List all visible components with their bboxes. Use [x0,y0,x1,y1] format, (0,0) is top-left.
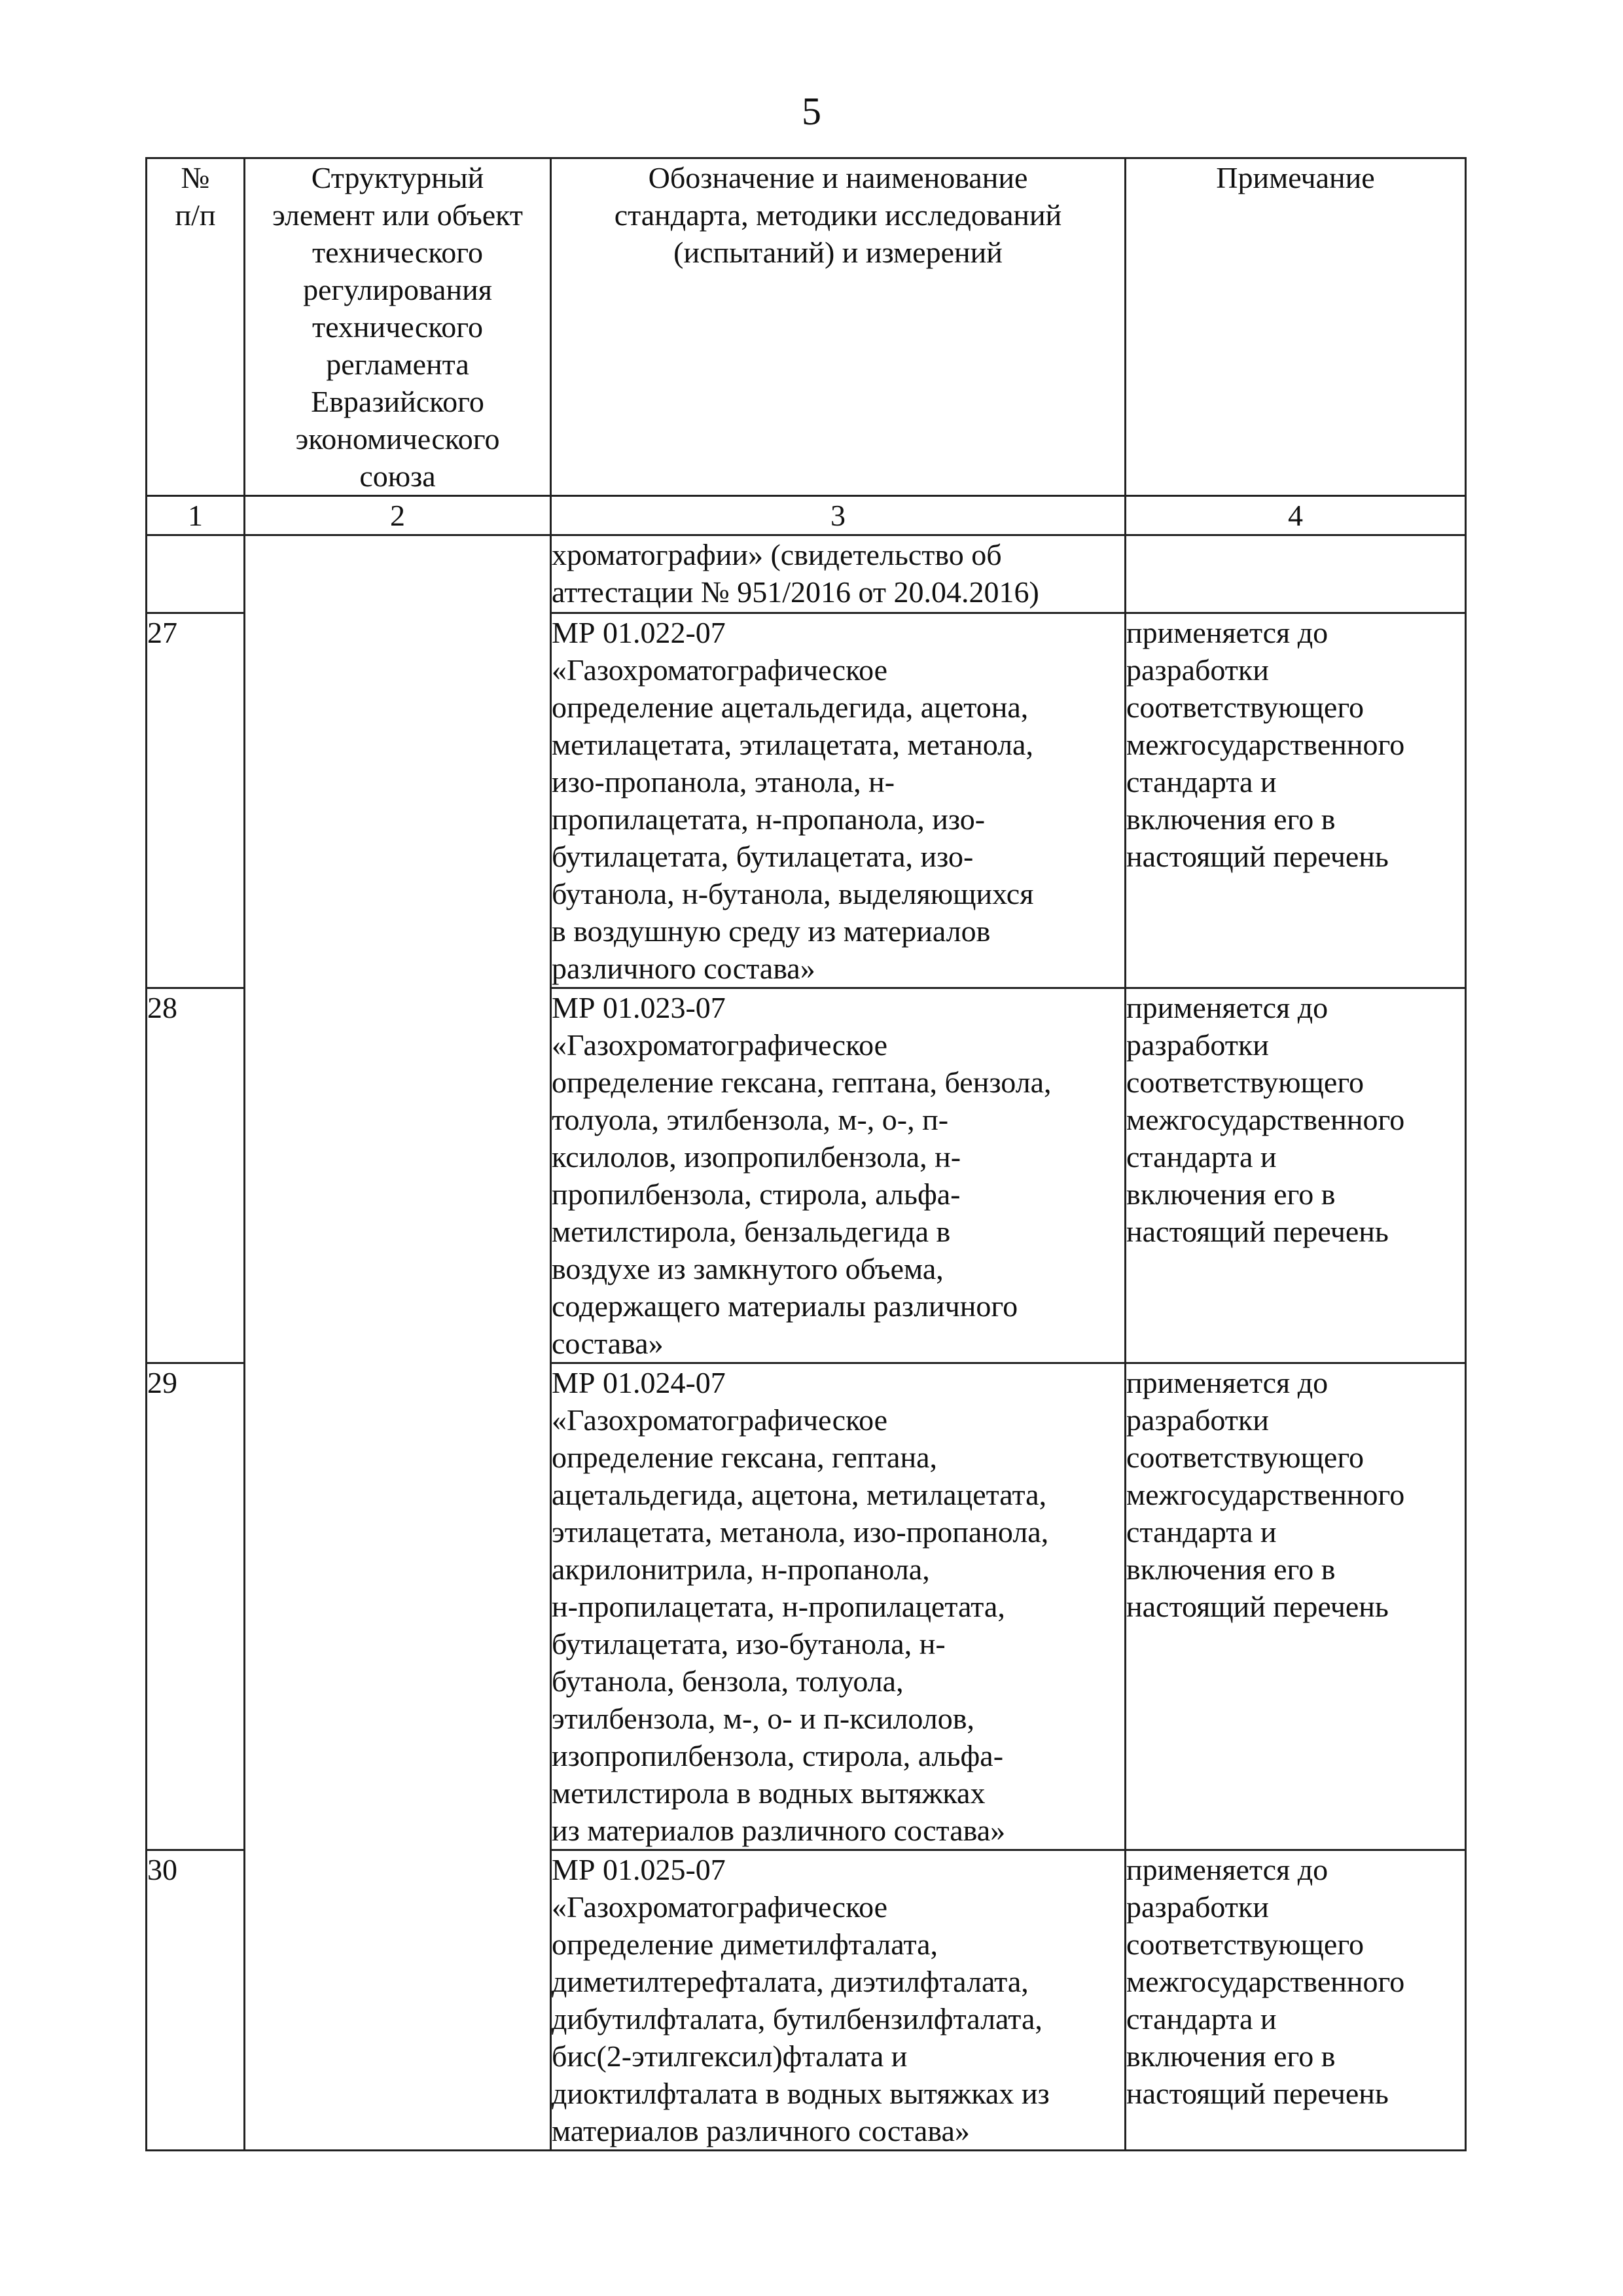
header-standard: Обозначение и наименование стандарта, методики исследований (испытаний) и измерений [551,158,1126,496]
column-number-2: 2 [245,496,551,535]
note-cell [1126,535,1466,613]
standard-cell: МР 01.023-07 «Газохроматографическое определение гексана, гептана, бензола, толуола, этилбензола, м-, о-, п- ксилолов, изопропилбензола, н- пропилбензола, стирола, альфа- метилстирола, бензальдегида в воздухе из замкнутого объема, содержащего материалы различного состава» [551,988,1126,1363]
note-cell: применяется до разработки соответствующего межгосударственного стандарта и включения его в настоящий перечень [1126,988,1466,1363]
row-number: 27 [147,613,245,988]
standards-table [145,157,1467,2151]
header-number: № п/п [147,158,245,496]
standard-cell: хроматографии» (свидетельство об аттестации № 951/2016 от 20.04.2016) [551,535,1126,613]
header-structural-element: Структурный элемент или объект технического регулирования технического регламента Евразийского экономического союза [245,158,551,496]
note-cell: применяется до разработки соответствующего межгосударственного стандарта и включения его в настоящий перечень [1126,1850,1466,2151]
table-row-continuation [147,535,1466,613]
structural-element-cell [245,535,551,2151]
note-cell: применяется до разработки соответствующего межгосударственного стандарта и включения его в настоящий перечень [1126,613,1466,988]
row-number [147,535,245,613]
column-number-4: 4 [1126,496,1466,535]
note-cell: применяется до разработки соответствующего межгосударственного стандарта и включения его в настоящий перечень [1126,1363,1466,1850]
column-number-3: 3 [551,496,1126,535]
row-number: 30 [147,1850,245,2151]
row-number: 28 [147,988,245,1363]
header-note: Примечание [1126,158,1466,496]
table-header-row [147,158,1466,496]
column-number-row [147,496,1466,535]
page-number: 5 [802,90,821,133]
column-number-1: 1 [147,496,245,535]
standard-cell: МР 01.022-07 «Газохроматографическое определение ацетальдегида, ацетона, метилацетата, этилацетата, метанола, изо-пропанола, этанола, н- пропилацетата, н-пропанола, изо- бутилацетата, бутилацетата, изо- бутанола, н-бутанола, выделяющихся в воздушную среду из материалов различного состава» [551,613,1126,988]
row-number: 29 [147,1363,245,1850]
standard-cell: МР 01.024-07 «Газохроматографическое определение гексана, гептана, ацетальдегида, ацетона, метилацетата, этилацетата, метанола, изо-пропанола, акрилонитрила, н-пропанола, н-пропилацетата, н-пропилацетата, бутилацетата, изо-бутанола, н- бутанола, бензола, толуола, этилбензола, м-, о- и п-ксилолов, изопропилбензола, стирола, альфа- метилстирола в водных вытяжках из материалов различного состава» [551,1363,1126,1850]
standard-cell: МР 01.025-07 «Газохроматографическое определение диметилфталата, диметилтерефталата, диэтилфталата, дибутилфталата, бутилбензилфталата, бис(2-этилгексил)фталата и диоктилфталата в водных вытяжках из материалов различного состава» [551,1850,1126,2151]
